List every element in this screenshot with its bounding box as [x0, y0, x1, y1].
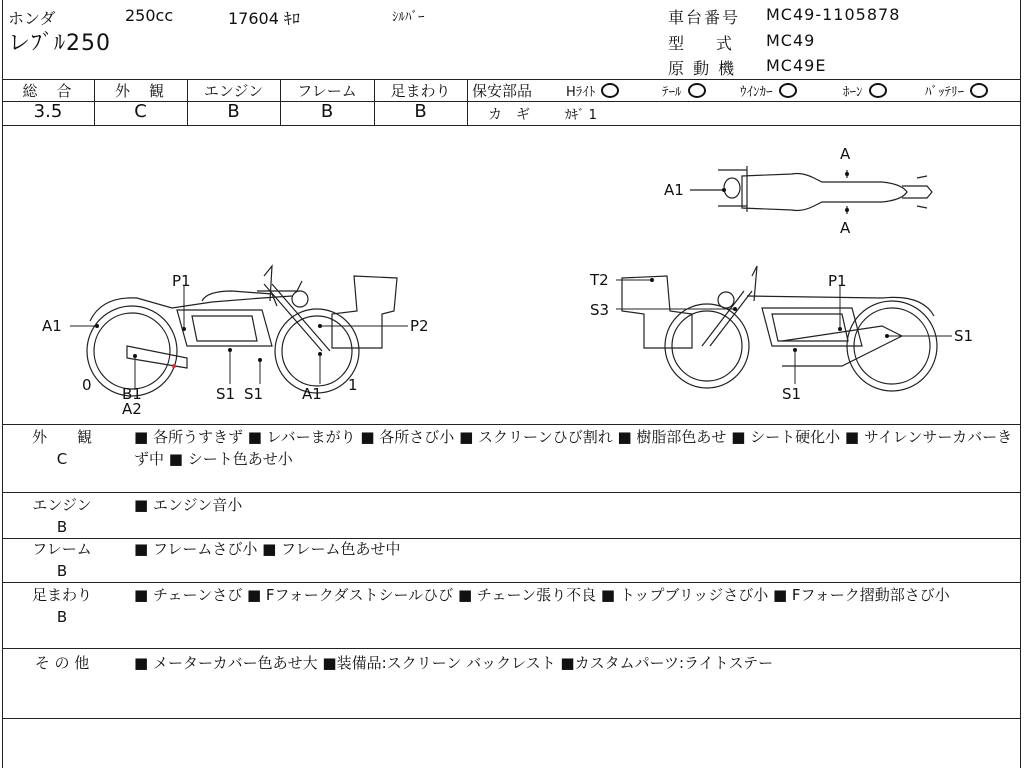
section-title: フレーム [32, 540, 92, 558]
overall-grade: 3.5 [33, 101, 63, 122]
section-other [2, 652, 1020, 712]
ok-circle-icon [779, 83, 797, 98]
label-p1-left: P1 [172, 272, 191, 290]
right-side-bike [622, 266, 937, 391]
section-frame [2, 538, 1020, 582]
label-s1-right: S1 [954, 327, 974, 345]
section-engine [2, 494, 1020, 536]
label-zero: 0 [82, 376, 92, 394]
safety-item-tail: ﾃｰﾙ [662, 81, 706, 100]
frame-grade: B [320, 101, 334, 122]
label-a1-left-b: A1 [302, 385, 322, 403]
section-divider [2, 492, 1020, 493]
overall-label: 総 合 [22, 82, 74, 100]
section-exterior [2, 426, 1020, 492]
safety-item-battery: ﾊﾞｯﾃﾘｰ [925, 81, 988, 100]
label-t2: T2 [590, 271, 609, 289]
section-title: 足まわり [31, 586, 92, 604]
safety-item-winker: ｳｲﾝｶｰ [740, 81, 797, 100]
maker: ホンダ [8, 9, 56, 28]
label-a2: A2 [122, 400, 142, 418]
section-title: 外 観 [31, 428, 92, 446]
label-b1: B1 [122, 385, 142, 403]
label-a-top: A [840, 145, 851, 163]
safety-title: 保安部品 [472, 82, 533, 100]
displacement: 250cc [125, 6, 174, 25]
label-a-bottom: A [840, 219, 851, 237]
exterior-label: 外 観 [114, 82, 166, 100]
section-grade: B [56, 562, 68, 580]
section-text: ■ 各所うすきず ■ レバーまがり ■ 各所さび小 ■ スクリーンひび割れ ■ 樹脂部色あせ ■ シート硬化小 ■ サイレンサーカバーきず中 ■ シート色あせ小 [134, 428, 1013, 468]
ok-circle-icon [688, 83, 706, 98]
divider [467, 79, 468, 125]
suspension-grade: B [414, 101, 427, 122]
section-grade: C [56, 450, 68, 468]
ok-circle-icon [601, 83, 619, 98]
section-divider [2, 648, 1020, 649]
section-title: エンジン [32, 496, 92, 514]
label-a1-top: A1 [664, 181, 684, 199]
label-s3: S3 [590, 301, 610, 319]
safety-item-horn: ﾎｰﾝ [843, 81, 887, 100]
section-text: ■ フレームさび小 ■ フレーム色あせ中 [134, 540, 401, 558]
section-title: そ の 他 [34, 654, 90, 672]
color: ｼﾙﾊﾞｰ [392, 10, 425, 25]
type-label: 型 式 [668, 34, 733, 53]
exterior-grade: C [134, 101, 147, 122]
engine-grade: B [227, 101, 240, 122]
section-grade: B [56, 518, 68, 536]
safety-item-headlight: Hﾗｲﾄ [566, 81, 619, 100]
section-text: ■ メーターカバー色あせ大 ■装備品:スクリーン バックレスト ■カスタムパーツ:ライトステー [134, 654, 774, 672]
label-a1-left: A1 [42, 317, 62, 335]
damage-diagram [2, 126, 1020, 424]
label-one: 1 [348, 376, 358, 394]
suspension-grade-label: 足まわり [390, 82, 451, 100]
engine-label: 原 動 機 [668, 59, 737, 78]
label-s1-right-b: S1 [782, 385, 802, 403]
section-divider [2, 582, 1020, 583]
section-divider [2, 718, 1020, 719]
frame-no: MC49-1105878 [766, 5, 901, 24]
section-text: ■ エンジン音小 [134, 496, 243, 514]
frame-no-label: 車台番号 [668, 8, 741, 27]
border-right [1020, 0, 1021, 768]
key-value: ｶｷﾞ 1 [565, 108, 597, 123]
label-p2: P2 [410, 317, 429, 335]
section-text: ■ チェーンさび ■ Fフォークダストシールひび ■ チェーン張り不良 ■ トップブリッジさび小 ■ Fフォーク摺動部さび小 [134, 586, 950, 604]
mileage: 17604 ｷﾛ [228, 9, 300, 28]
safety-mid-line [467, 101, 1020, 102]
engine-value: MC49E [766, 56, 827, 75]
ok-circle-icon [970, 83, 988, 98]
key-label: カ ギ [488, 107, 530, 123]
label-s1-left-b: S1 [244, 385, 264, 403]
label-p1-right: P1 [828, 272, 847, 290]
label-s1-left-a: S1 [216, 385, 236, 403]
diagram-bottom-line [2, 424, 1020, 425]
frame-grade-label: フレーム [297, 82, 357, 100]
section-suspension [2, 584, 1020, 648]
type-value: MC49 [766, 31, 816, 50]
engine-grade-label: エンジン [203, 82, 264, 100]
top-view-bike [690, 166, 932, 214]
model-name: レﾌﾞﾙ250 [8, 31, 111, 56]
section-grade: B [56, 608, 68, 626]
ok-circle-icon [869, 83, 887, 98]
